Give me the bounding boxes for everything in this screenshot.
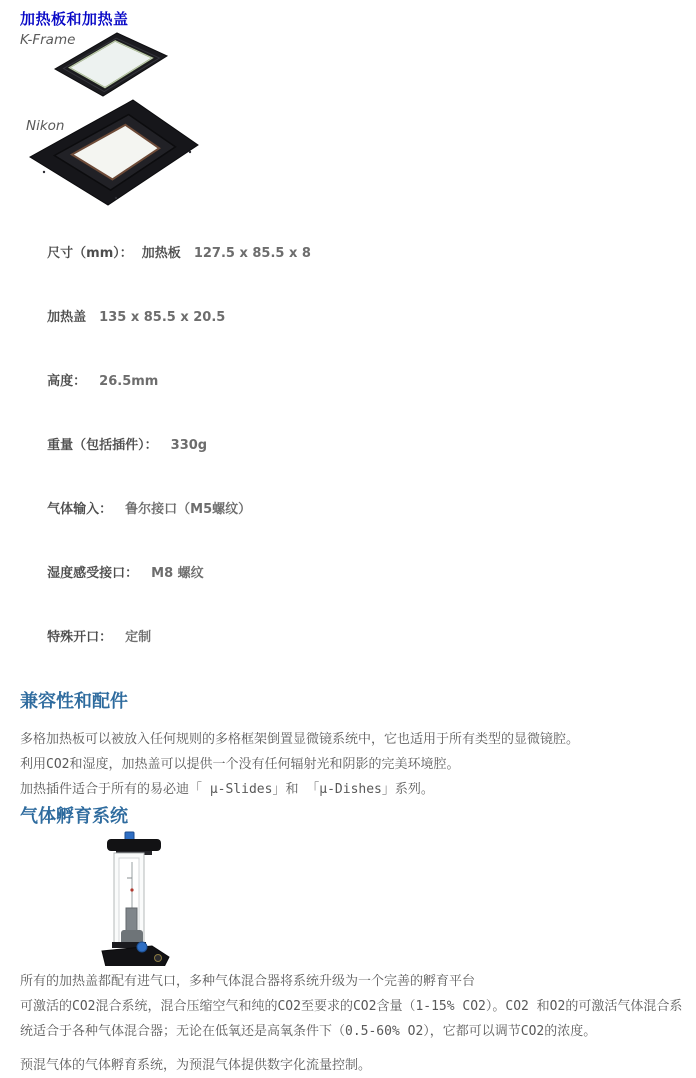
spec-row <box>20 350 690 414</box>
nikon-image <box>30 100 198 205</box>
section-header-gas-incubation: 气体孵育系统 <box>20 806 128 828</box>
gas-paragraph: 可激活的CO2混合系统，混合压缩空气和纯的CO2至要求的CO2含量（1-15% CO2）。CO2 和O2的可激活气体混合系统适合于各种气体混合器；无论在低氧还是高氧条件下（0.5-60% O2），它都可以调节CO2的浓度。 <box>20 999 683 1040</box>
spec-label: 气体输入： <box>47 501 113 517</box>
gas-paragraph: 所有的加热盖都配有进气口，多种气体混合器将系统升级为一个完善的孵育平台 <box>20 974 476 990</box>
spec-label: 重量（包括插件）： <box>47 437 158 453</box>
spec-label: 特殊开口： <box>47 629 113 645</box>
spec-value: 定制 <box>125 629 152 645</box>
spec-row <box>20 222 690 286</box>
gas-paragraph: 预混气体的气体孵育系统，为预混气体提供数字化流量控制。 <box>20 1058 372 1074</box>
spec-label: 尺寸（mm）： 加热板 <box>47 246 181 262</box>
compat-paragraph: 加热插件适合于所有的易必迪「 μ-Slides」和 「μ-Dishes」系列。 <box>20 782 434 798</box>
mixer-fitting <box>155 955 162 962</box>
spec-value: 鲁尔接口（M5螺纹） <box>125 501 252 517</box>
gas-mixer-image <box>92 830 172 966</box>
mixer-top-cap <box>107 839 161 851</box>
spec-row <box>20 286 690 350</box>
section-header-compatibility: 兼容性和配件 <box>20 691 128 713</box>
spec-value: 26.5mm <box>99 374 159 390</box>
spec-list <box>20 222 690 669</box>
spec-row <box>20 605 690 669</box>
product-label-nikon: Nikon <box>26 118 65 134</box>
spec-label: 高度： <box>47 374 87 390</box>
mixer-blue-knob <box>137 942 147 952</box>
spec-value: 330g <box>170 437 208 453</box>
compat-paragraph: 多格加热板可以被放入任何规则的多格框架倒置显微镜系统中，它也适用于所有类型的显微镜腔。 <box>20 732 580 748</box>
spec-row <box>20 541 690 605</box>
spec-label: 湿度感受接口： <box>47 565 139 581</box>
product-images <box>20 32 690 208</box>
product-label-kframe: K-Frame <box>20 32 76 48</box>
spec-value: M8 螺纹 <box>151 565 204 581</box>
spec-value: 127.5 x 85.5 x 8 <box>193 246 311 262</box>
gas-mixer-figure <box>92 830 690 966</box>
page-title: 加热板和加热盖 <box>20 10 129 28</box>
spec-row <box>20 414 690 478</box>
compat-paragraph: 利用CO2和湿度，加热盖可以提供一个没有任何辐射光和阴影的完美环境腔。 <box>20 757 460 773</box>
spec-label: 加热盖 <box>47 310 87 326</box>
spec-row <box>20 478 690 542</box>
mixer-float <box>126 908 137 932</box>
spec-value: 135 x 85.5 x 20.5 <box>99 310 226 326</box>
